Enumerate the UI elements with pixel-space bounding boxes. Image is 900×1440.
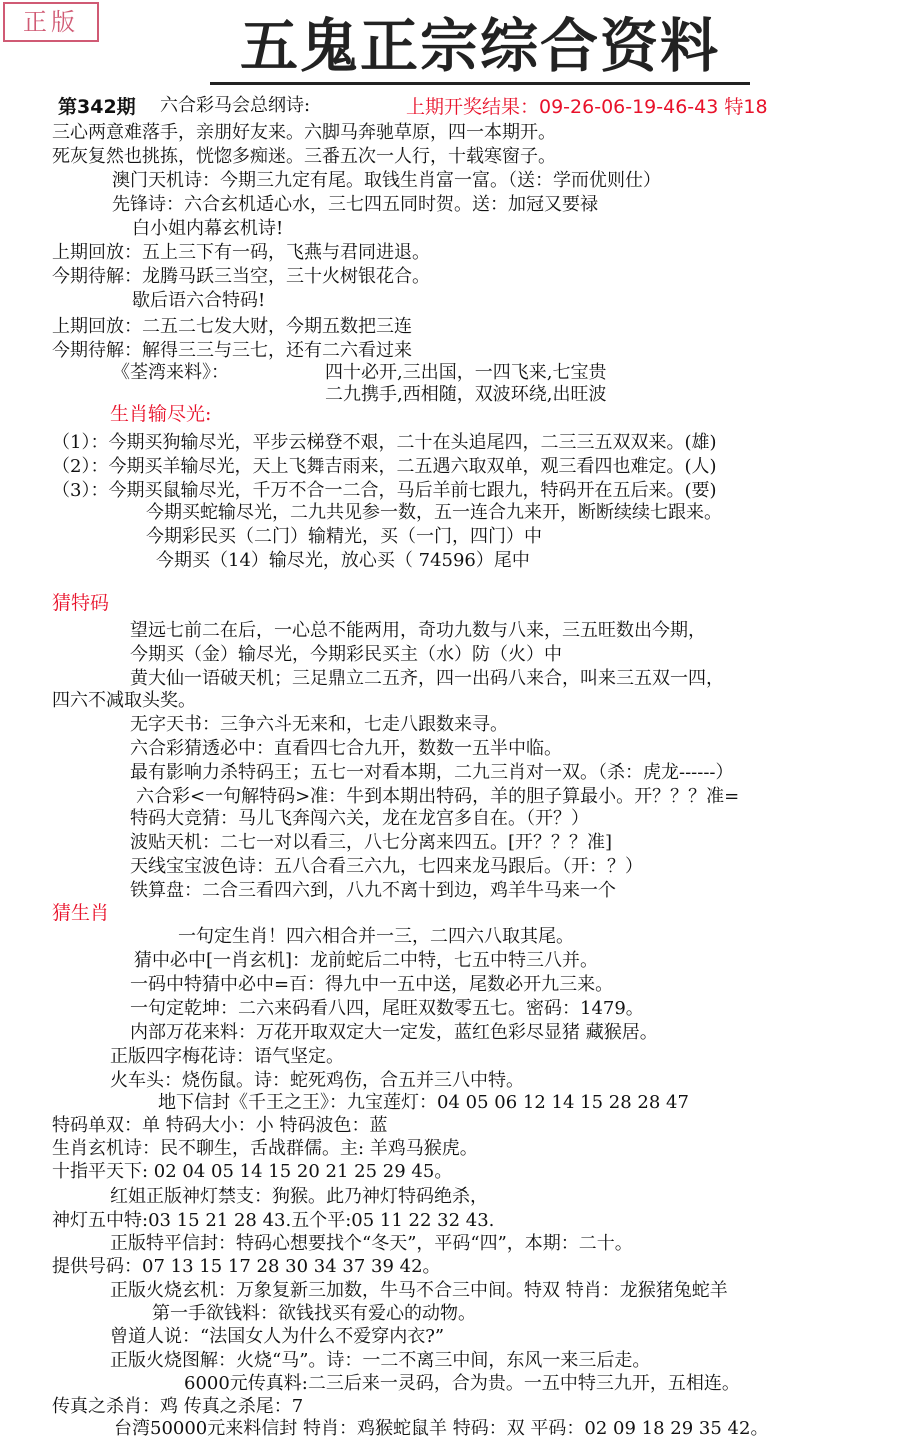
text-line: 神灯五中特:03 15 21 28 43.五个平:05 11 22 32 43.	[52, 1210, 495, 1231]
text-line: 望远七前二在后，一心总不能两用，奇功九数与八来，三五旺数出今期，	[130, 620, 706, 641]
text-line: 今期买（金）输尽光，今期彩民买主（水）防（火）中	[130, 644, 562, 665]
text-line: 正版火烧图解：火烧“马”。诗：一二不离三中间，东风一来三后走。	[110, 1350, 651, 1371]
issue-number: 第342期	[58, 96, 136, 118]
text-line: 提供号码：07 13 15 17 28 30 34 37 39 42。	[52, 1256, 441, 1277]
text-line: 十指平天下: 02 04 05 14 15 20 21 25 29 45。	[52, 1161, 453, 1182]
text-line: （1）：今期买狗输尽光，平步云梯登不艰，二十在头追尾四，二三三五双双来。(雄)	[52, 432, 717, 453]
text-line: 六合彩马会总纲诗:	[160, 95, 311, 116]
text-line: 六合彩猜透必中：直看四七合九开，数数一五半中临。	[130, 738, 562, 759]
text-line: 白小姐内幕玄机诗!	[132, 218, 284, 239]
section-heading: 生肖输尽光:	[110, 403, 212, 425]
text-line: 火车头：烧伤鼠。诗：蛇死鸡伤，合五并三八中特。	[110, 1070, 524, 1091]
text-line: 曾道人说：“法国女人为什么不爱穿内衣?”	[110, 1326, 445, 1347]
text-line: 澳门天机诗：今期三九定有尾。取钱生肖富一富。（送：学而优则仕）	[112, 170, 661, 191]
text-line: 正版火烧玄机：万象复新三加数，牛马不合三中间。特双 特肖：龙猴猪兔蛇羊	[110, 1280, 728, 1301]
text-line: 一码中特猜中必中=百：得九中一五中送，尾数必开九三来。	[130, 974, 614, 995]
text-line: 《荃湾来料》：	[112, 362, 229, 383]
text-line: 先锋诗：六合玄机适心水，三七四五同时贺。送：加冠又要禄	[112, 194, 598, 215]
text-line: 黄大仙一语破天机；三足鼎立二五齐，四一出码八来合，叫来三五双一四，	[130, 668, 724, 689]
text-line: 正版四字梅花诗：语气坚定。	[110, 1046, 344, 1067]
section-heading: 猜生肖	[52, 902, 110, 924]
text-line: （3）：今期买鼠输尽光，千万不合一二合，马后羊前七跟九，特码开在五后来。(要)	[52, 480, 717, 501]
text-line: 第一手欲钱料：欲钱找买有爱心的动物。	[152, 1303, 476, 1324]
text-line: 波贴天机：二七一对以看三，八七分离来四五。[开？？？准]	[130, 832, 613, 853]
text-line: 正版特平信封：特码心想要找个“冬天”，平码“四”，本期：二十。	[110, 1233, 633, 1254]
text-line: 二九携手,西相随，双波环绕,出旺波	[325, 384, 607, 405]
text-line: 天线宝宝波色诗：五八合看三六九，七四来龙马跟后。（开：？）	[130, 856, 643, 877]
page-title: 五鬼正宗综合资料	[210, 10, 750, 85]
text-line: 今期待解：解得三三与三七，还有二六看过来	[52, 340, 412, 361]
text-line: （2）：今期买羊输尽光，天上飞舞吉雨来，二五遇六取双单，观三看四也难定。(人)	[52, 456, 717, 477]
last-draw-result: 上期开奖结果：09-26-06-19-46-43 特18	[406, 96, 768, 118]
text-line: 铁算盘：二合三看四六到，八九不离十到边，鸡羊牛马来一个	[130, 880, 616, 901]
text-line: 六合彩<一句解特码>准：牛到本期出特码，羊的胆子算最小。开？？？准=	[136, 786, 740, 807]
text-line: 地下信封《千王之王》：九宝莲灯：04 05 06 12 14 15 28 28 47	[158, 1092, 689, 1113]
text-line: 传真之杀肖：鸡 传真之杀尾：7	[52, 1396, 304, 1417]
text-line: 一句定生肖！四六相合并一三，二四六八取其尾。	[178, 926, 574, 947]
text-line: 四六不减取头奖。	[52, 690, 196, 711]
text-line: 今期彩民买（二门）输精光，买（一门，四门）中	[146, 526, 542, 547]
text-line: 内部万花来料：万花开取双定大一定发，蓝红色彩尽显猪 藏猴居。	[130, 1022, 658, 1043]
text-line: 歇后语六合特码!	[132, 290, 266, 311]
text-line: 红姐正版神灯禁支：狗猴。此乃神灯特码绝杀，	[110, 1186, 488, 1207]
text-line: 特码大竞猜：马儿飞奔闯六关，龙在龙宫多自在。（开？）	[130, 808, 589, 829]
text-line: 今期待解：龙腾马跃三当空，三十火树银花合。	[52, 266, 430, 287]
section-heading: 猜特码	[52, 592, 110, 614]
text-line: 死灰复然也挑拣，恍惚多痴迷。三番五次一人行，十载寒窗子。	[52, 146, 556, 167]
text-line: 三心两意难落手，亲朋好友来。六脚马奔驰草原，四一本期开。	[52, 122, 556, 143]
text-line: 台湾50000元来料信封 特肖：鸡猴蛇鼠羊 特码：双 平码：02 09 18 29 35 42。	[114, 1418, 769, 1439]
genuine-edition-badge: 正版	[3, 2, 99, 42]
text-line: 今期买（14）输尽光，放心买（ 74596）尾中	[156, 550, 530, 571]
text-line: 6000元传真料:二三后来一灵码，合为贵。一五中特三九开，五相连。	[184, 1373, 740, 1394]
text-line: 今期买蛇输尽光，二九共见参一数，五一连合九来开，断断续续七跟来。	[146, 502, 722, 523]
text-line: 无字天书：三争六斗无来和，七走八跟数来寻。	[130, 714, 508, 735]
text-line: 猜中必中[一肖玄机]：龙前蛇后二中特，七五中特三八并。	[134, 950, 599, 971]
text-line: 上期回放：二五二七发大财，今期五数把三连	[52, 316, 412, 337]
text-line: 上期回放：五上三下有一码，飞燕与君同进退。	[52, 242, 430, 263]
text-line: 四十必开,三出国，一四飞来,七宝贵	[325, 362, 607, 383]
text-line: 特码单双：单 特码大小：小 特码波色：蓝	[52, 1115, 388, 1136]
text-line: 生肖玄机诗：民不聊生，舌战群儒。主: 羊鸡马猴虎。	[52, 1138, 478, 1159]
text-line: 最有影响力杀特码王；五七一对看本期，二九三肖对一双。（杀：虎龙------）	[130, 762, 734, 783]
text-line: 一句定乾坤：二六来码看八四，尾旺双数零五七。密码：1479。	[130, 998, 644, 1019]
